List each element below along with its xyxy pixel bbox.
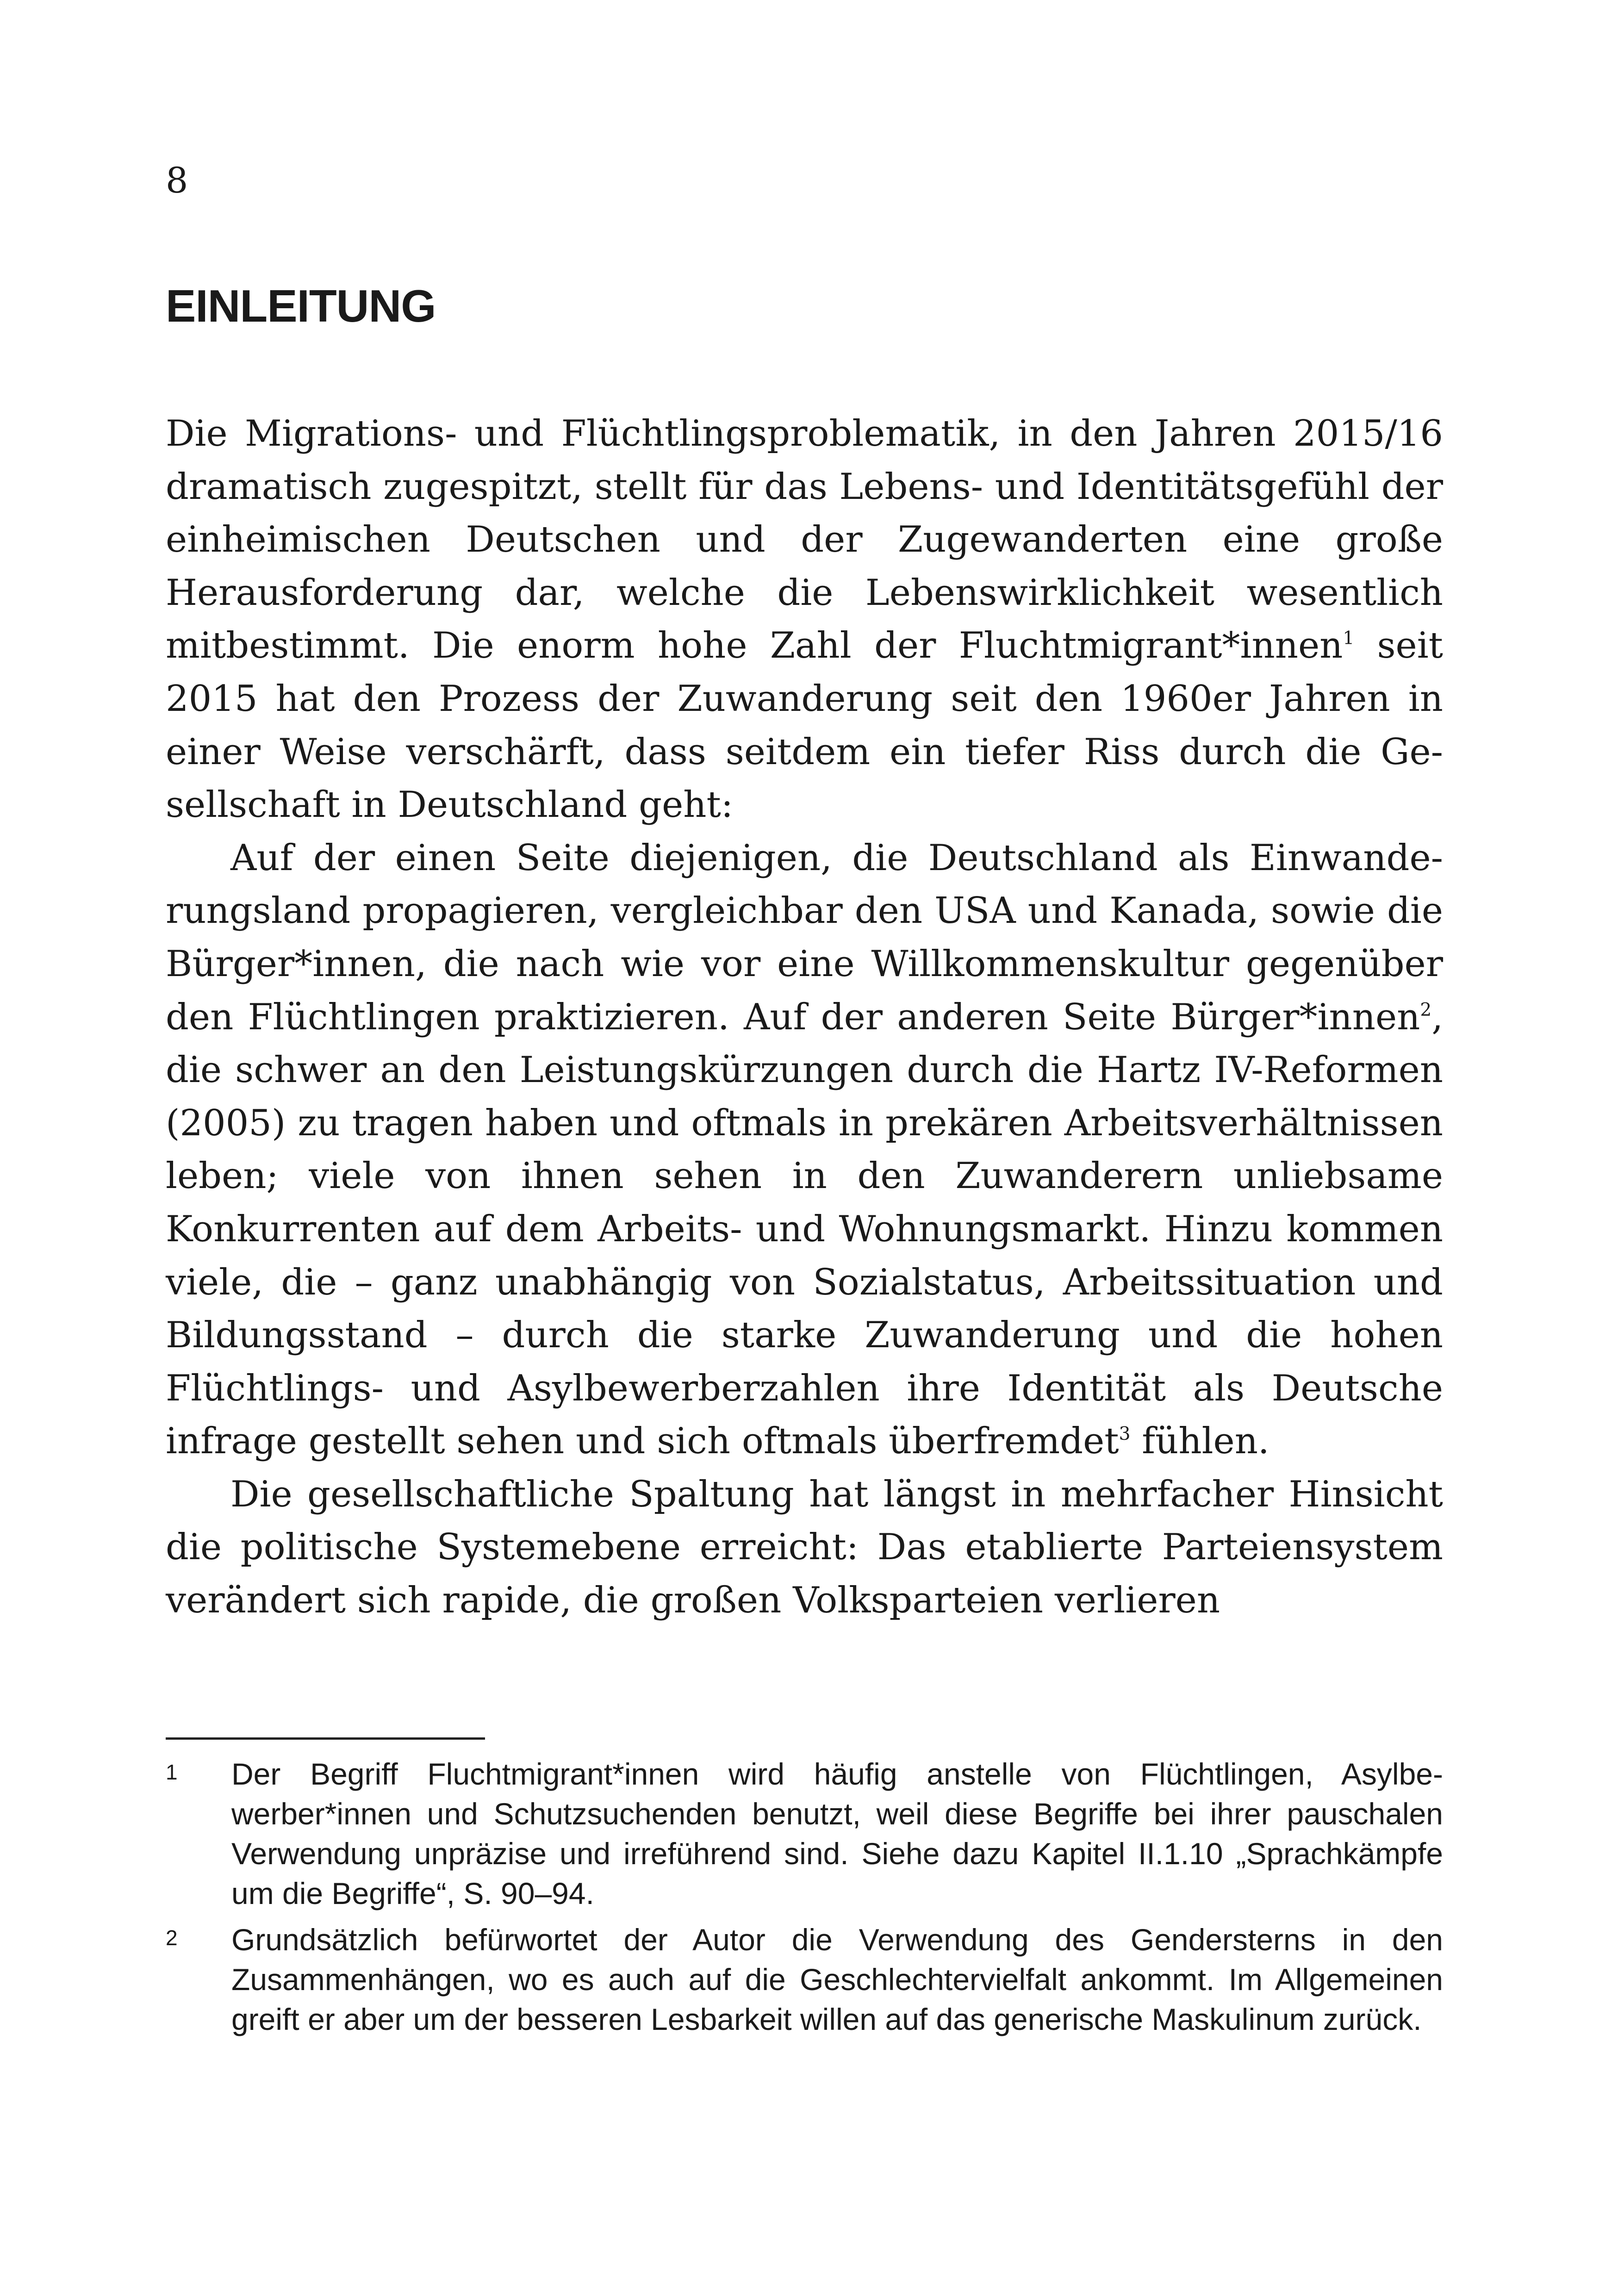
footnote-number: 1 — [166, 1760, 178, 1784]
body-text — [166, 407, 1443, 1627]
footnote-number: 2 — [166, 1926, 178, 1950]
footnote-reference[interactable]: 1 — [1343, 628, 1355, 649]
footnote — [166, 1754, 1443, 1913]
footnote-separator — [166, 1737, 485, 1740]
chapter-title: EINLEITUNG — [166, 280, 436, 331]
footnote-text: Der Begriff Fluchtmigrant*innen wird häufig anstelle von Flüchtlingen, Asylbewerber*innen und Schutzsuchenden benutzt, weil diese Begriffe bei ihrer pauschalen Verwendung unpräzise und irreführend sind. Siehe dazu Kapitel II.1.10 „Sprachkämpfe um die Begriffe“, S. 90–94. — [231, 1757, 1443, 1910]
footnote — [166, 1920, 1443, 2039]
paragraph-3 — [166, 1468, 1443, 1627]
paragraph-text: fühlen. — [1130, 1420, 1270, 1462]
paragraph-text: Die gesellschaftliche Spaltung hat längst in mehrfacher Hinsicht die politische Systemebene erreicht: Das etablierte Parteiensystem verändert sich rapide, die großen Volksparteien verlieren — [166, 1473, 1443, 1622]
footnote-text: Grundsätzlich befürwortet der Autor die Verwendung des Gendersterns in den Zusammenhängen, wo es auch auf die Geschlechtervielfalt ankommt. Im Allgemeinen greift er aber um der besseren Lesbarkeit willen auf das generische Maskulinum zurück. — [231, 1923, 1443, 2036]
footnote-reference[interactable]: 2 — [1420, 999, 1432, 1020]
footnotes — [166, 1754, 1443, 2046]
paragraph-text: , die schwer an den Leistungskürzungen durch die Hartz IV-Reformen (2005) zu tragen haben und oftmals in prekären Arbeitsverhältnissen leben; viele von ihnen sehen in den Zuwanderern unliebsame Konkurrenten auf dem Arbeits- und Wohnungsmarkt. Hinzu kommen viele, die – ganz unabhängig von Sozialstatus, Arbeitssituation und Bildungsstand – durch die starke Zuwanderung und die hohen Flüchtlings- und Asylbewerberzahlen ihre Identität als Deutsche infrage gestellt sehen und sich oftmals überfremdet — [166, 996, 1443, 1462]
footnote-reference[interactable]: 3 — [1119, 1424, 1131, 1445]
paragraph-text: Auf der einen Seite diejenigen, die Deutschland als Einwanderungsland propagieren, vergleichbar den USA und Kanada, sowie die Bürger*innen, die nach wie vor eine Willkommenskultur gegenüber den Flüchtlingen praktizieren. Auf der anderen Seite Bürger*innen — [166, 837, 1443, 1038]
paragraph-text: seit 2015 hat den Prozess der Zuwanderung seit den 1960er Jahren in einer Weise verschärft, dass seitdem ein tiefer Riss durch die Gesellschaft in Deutschland geht: — [166, 625, 1443, 826]
paragraph-1 — [166, 407, 1443, 832]
page-number: 8 — [166, 160, 188, 201]
paragraph-text: Die Migrations- und Flüchtlingsproblematik, in den Jahren 2015/16 dramatisch zugespitzt, stellt für das Lebens- und Identitätsgefühl der einheimischen Deutschen und der Zugewanderten eine große Herausforderung dar, welche die Lebenswirklichkeit wesentlich mitbestimmt. Die enorm hohe Zahl der Fluchtmigrant*innen — [166, 413, 1443, 667]
paragraph-2 — [166, 832, 1443, 1468]
